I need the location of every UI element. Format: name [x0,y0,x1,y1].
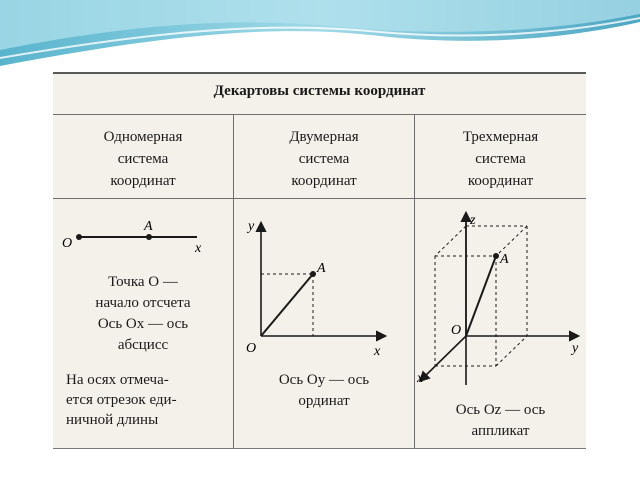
two-dimensional-axis-diagram [234,210,414,360]
point-a-label: A [144,219,153,234]
unit-segment-note: На осях отмеча- ется отрезок еди- ничной длины [66,372,177,428]
three-dimensional-description: Ось Oz — ось аппликат [455,402,546,439]
x-axis-line [421,336,466,380]
point-a-label: A [500,252,509,267]
two-dimensional-description: Ось Oy — ось ординат [278,372,370,409]
point-a-label: A [317,261,326,276]
x-axis-label: x [417,371,424,385]
point-a [493,253,499,259]
radius-vector [261,274,313,336]
x-axis-label: x [195,241,202,256]
header-three-dimensional: Трехмерная система координат [462,129,539,189]
decorative-wave-banner [0,0,640,80]
x-axis-label: x [374,344,381,359]
origin-label: O [62,236,73,251]
y-axis-label: y [572,341,579,356]
origin-point [76,234,82,240]
point-a [310,271,316,277]
header-divider [53,198,586,199]
point-a [146,234,152,240]
one-dimensional-description: Точка O — начало отсчета Ось Ox — ось абсцисс [95,274,191,353]
title-divider [53,114,586,115]
y-axis-label: y [248,219,255,234]
header-two-dimensional: Двумерная система координат [289,129,359,189]
coordinate-systems-table [53,72,586,449]
three-dimensional-axis-diagram [415,210,586,385]
table-title: Декартовы системы координат [213,83,426,99]
z-axis-label: z [470,213,476,228]
origin-label: O [451,323,462,338]
radius-vector [466,256,496,336]
one-dimensional-axis-diagram [53,214,233,264]
header-one-dimensional: Одномерная система координат [103,129,183,189]
origin-label: O [246,341,257,356]
